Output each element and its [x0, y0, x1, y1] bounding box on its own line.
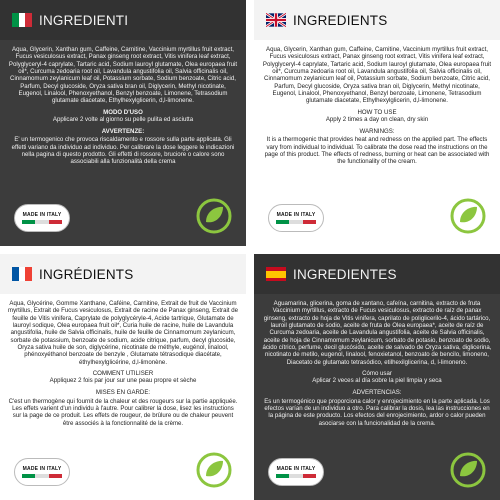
eco-leaf-icon [196, 198, 232, 234]
ingredients-text: Aqua, Glycerin, Xanthan gum, Caffeine, Carnitine, Vaccinium myrtillus fruit extract, Fucus vesiculosus extract, Panax ginseng root extract, Vitis vinifera leaf extract, Polyglyceryl-4 caprylate, Tartaric acid, Sodium lauroyl glutamate, Olea europaea fruit oil*, Curcuma zedoaria root oil, Lavandula angustifolia oil, Salvia officinalis oil, Cinnamomum zeylanicum leaf oil, Potassium sorbate, Sodium benzoate, Citric acid, Parfum, Decyl glucoside, Oryza sativa bran oil, Diglycerin, Methyl nicotinate, Eugenol, Linalool, Phenoxyethanol, Benzyl benzoate, Limonene, Tetrasodium glutamate diacetate, Ethylhexylglicerin, d,l-limonene. [8, 46, 238, 105]
panel-body [262, 46, 492, 166]
warning-heading: AVVERTENZE: [101, 128, 145, 136]
usage-heading: Cómo usar [362, 369, 392, 377]
warning-heading: ADVERTENCIAS: [352, 389, 402, 397]
france-flag-icon [12, 267, 32, 281]
panel-header [254, 254, 500, 294]
usage-heading: HOW TO USE [357, 108, 397, 116]
panel-header [0, 254, 246, 294]
ingredients-text: Aguamarina, glicerina, goma de xantano, cafeína, carnitina, extracto de fruta Vaccinium myrtillus, extracto de Fucus vesiculosus, extracto de raíz de panax ginseng, extracto de hoja de Vitis vinifera, caprilato de poliglicerilo-4, ácido tartárico, lauroil glutamato de sodio, aceite de fruta de Olea europaea*, aceite de raíz de Curcuma zedoaria, aceite de Lavandula angustifolia, aceite de Salvia officinalis, aceite de hoja de Cinnamomum zeylanicum, sorbato de potasio, benzoato de sodio, ácido cítrico, perfume, decil glucósido, aceite de salvado de Oryza sativa, diglicerina, nicotinato de metilo, eugenol, linalool, fenoxietanol, benzoato de bencilo, limoneno, Diacetato de glutamato tetrasódico, etilhexilglicerina, d, l-limoneno. [262, 300, 492, 366]
badge-label: MADE IN ITALY [22, 212, 62, 218]
warning-text: C'est un thermogène qui fournit de la chaleur et des rougeurs sur la partie appliquée. Les effets varient d'un individu à l'autre. Pour calibrer la dose, lisez les instructions sur la page de ce produit. Les effets de rougeur, de brûlure ou de chaleur peuvent être associés à la fonctionnalité de la crème. [8, 397, 238, 427]
panel-spanish [254, 254, 500, 500]
panel-title: INGREDIENTS [293, 12, 388, 28]
warning-text: Es un termogénico que proporciona calor y enrojecimiento en la parte aplicada. Los efectos varían de un individuo a otro. Para calibrar la dosis, lea las instrucciones en la página de este producto. Los efectos del enrojecimiento, ardor o calor pueden asociarse con la funcionalidad de la crema. [264, 397, 490, 427]
panel-italian [0, 0, 246, 246]
panel-body [8, 46, 238, 166]
usage-heading: COMMENT UTILISER [92, 369, 154, 377]
usage-text: Apply 2 times a day on clean, dry skin [325, 115, 429, 123]
panel-title: INGRÉDIENTS [39, 266, 134, 282]
panel-body [262, 300, 492, 427]
made-in-italy-badge [268, 204, 324, 232]
warning-text: It is a thermogenic that provides heat and redness on the applied part. The effects vary from individual to individual. To calibrate the dose read the instructions on the page of this product. The effects of redness, burning or heat can be associated with the functionality of the cream. [264, 136, 490, 166]
eco-leaf-icon [196, 452, 232, 488]
made-in-italy-badge [268, 458, 324, 486]
italy-swoosh-icon [276, 474, 316, 478]
badge-label: MADE IN ITALY [276, 212, 316, 218]
panel-english [254, 0, 500, 246]
usage-text: Aplicar 2 veces al día sobre la piel limpia y seca [312, 377, 442, 385]
badge-label: MADE IN ITALY [276, 466, 316, 472]
made-in-italy-badge [14, 204, 70, 232]
usage-text: Applicare 2 volte al giorno su pelle pulita ed asciutta [52, 115, 194, 123]
panel-body [8, 300, 238, 427]
uk-flag-icon [266, 13, 286, 27]
badge-label: MADE IN ITALY [22, 466, 62, 472]
warning-text: E' un termogenico che provoca riscaldamento e rossore sulla parte applicata. Gli effetti variano da individuo ad individuo. Per calibrare la dose leggere le indicazioni nella pagina di questo prodotto. Gli effetti di rossore, bruciore o calore sono associabili alla funzionalità della crema [11, 136, 235, 166]
eco-leaf-icon [450, 452, 486, 488]
italy-flag-icon [12, 13, 32, 27]
made-in-italy-badge [14, 458, 70, 486]
panel-title: INGREDIENTES [293, 266, 397, 282]
warning-heading: MISES EN GARDE: [95, 389, 151, 397]
ingredients-text: Aqua, Glycerin, Xanthan gum, Caffeine, Carnitine, Vaccinium myrtillus fruit extract, Fucus vesiculosus extract, Panax ginseng root extract, Vitis vinifera leaf extract, Polyglyceryl-4 caprylate, Tartaric acid, Sodium lauroyl glutamate, Olea europaea fruit oil*, Curcuma zedoaria root oil, Lavandula angustifolia oil, Salvia officinalis oil, Cinnamomum zeylanicum leaf oil, Potassium sorbate, Sodium benzoate, Citric acid, Parfum, Decyl glucoside, Oryza sativa bran oil, Diglycerin, Methyl nicotinate, Eugenol, Linalool, Phenoxyethanol, Benzyl benzoate, Limonene, Tetrasodium glutamate diacetate, Ethylhexylglicerin, d,l-limonene. [262, 46, 492, 105]
warning-heading: WARNINGS: [359, 128, 395, 136]
italy-swoosh-icon [276, 220, 316, 224]
usage-heading: MODO D'USO [103, 108, 143, 116]
panel-header [254, 0, 500, 40]
ingredients-text: Aqua, Glycérine, Gomme Xanthane, Caféine, Carnitine, Extrait de fruit de Vaccinium myrtillus, Extrait de Fucus vesiculosus, Extrait de racine de Panax ginseng, Extrait de feuille de Vitis vinifera, Caprylate de polyglycéryle-4, Acide tartrique, Glutamate de lauroyl sodique, Olea europaea fruit oil*, Curia huile de racine, huile de Lavandula angustifolia, huile de Salvia officinalis, huile de feuille de Cinnamomum zeylanicum, sorbate de potassium, benzoate de sodium, acide citrique, parfum, decyl glucoside, Oryza sativa huile de son, diglycérine, nicotinate de méthyle, eugénol, linalool, phénoxyéthanol benzoate de benzyle , Glutamate tétrasodique diacétate, éthylhexylglicérine, d,l-limonène. [8, 300, 238, 366]
usage-text: Appliquez 2 fois par jour sur une peau propre et sèche [49, 377, 197, 385]
panel-header [0, 0, 246, 40]
spain-flag-icon [266, 267, 286, 281]
italy-swoosh-icon [22, 220, 62, 224]
italy-swoosh-icon [22, 474, 62, 478]
panel-french [0, 254, 246, 500]
eco-leaf-icon [450, 198, 486, 234]
panel-title: INGREDIENTI [39, 12, 129, 28]
